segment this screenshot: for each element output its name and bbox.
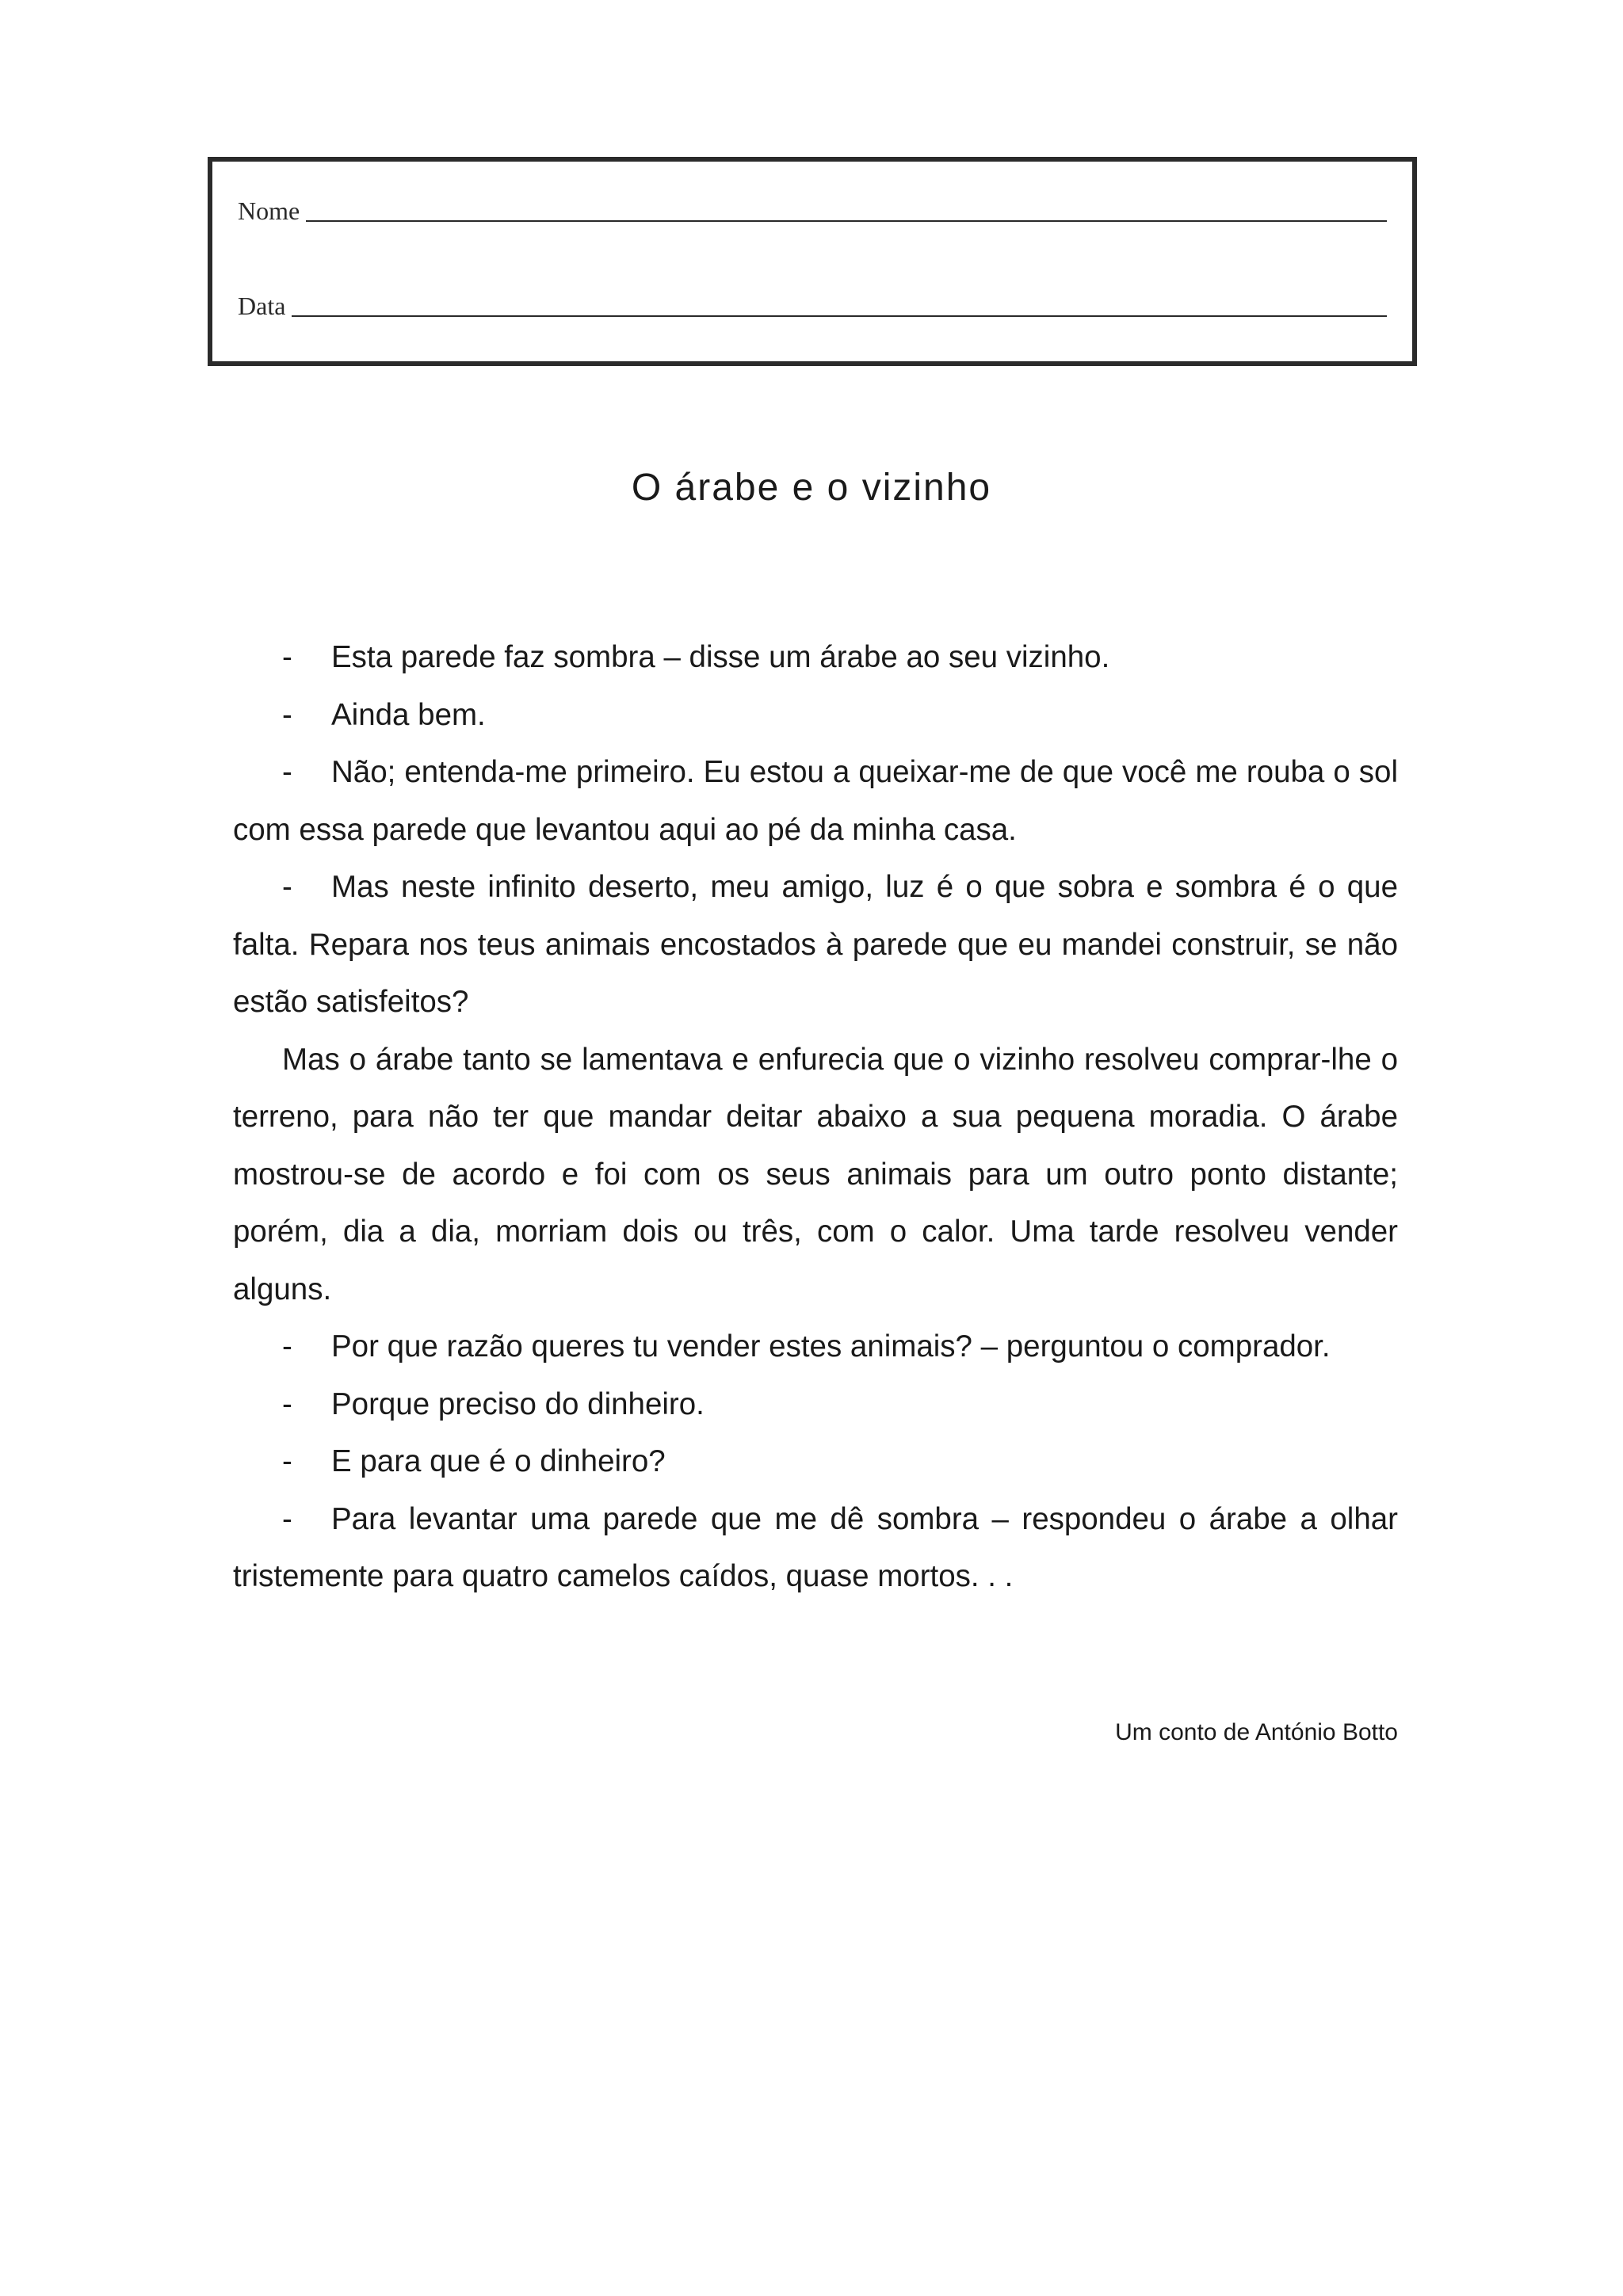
dialogue-dash: -: [282, 870, 292, 904]
name-label: Nome: [238, 196, 300, 225]
dialogue-dash: -: [282, 1329, 292, 1363]
paragraph-text: Mas o árabe tanto se lamentava e enfurecia que o vizinho resolveu comprar-lhe o terreno, para não ter que mandar deitar abaixo a sua pequena moradia. O árabe mostrou-se de acordo e foi com os seus animais para um outro ponto distante; porém, dia a dia, morriam dois ou três, com o calor. Uma tarde resolveu vender alguns.: [233, 1042, 1398, 1306]
name-input-line[interactable]: [306, 196, 1387, 222]
name-field-row: [238, 195, 1387, 227]
date-label: Data: [238, 292, 286, 320]
story-paragraph: [233, 859, 1398, 1032]
paragraph-text: Mas neste infinito deserto, meu amigo, luz é o que sobra e sombra é o que falta. Repara nos teus animais encostados à parede que eu mandei construir, se não estão satisfeitos?: [233, 870, 1398, 1019]
story-paragraph: [233, 687, 1398, 745]
student-info-box: [208, 157, 1417, 366]
paragraph-text: Porque preciso do dinheiro.: [331, 1386, 705, 1421]
author-credit: Um conto de António Botto: [1115, 1719, 1398, 1745]
paragraph-text: Não; entenda-me primeiro. Eu estou a queixar-me de que você me rouba o sol com essa parede que levantou aqui ao pé da minha casa.: [233, 755, 1398, 847]
paragraph-text: E para que é o dinheiro?: [331, 1444, 666, 1478]
dialogue-dash: -: [282, 697, 292, 732]
story-paragraph: [233, 629, 1398, 687]
story-paragraph: [233, 1032, 1398, 1319]
story-paragraph: [233, 744, 1398, 859]
date-input-line[interactable]: [292, 292, 1387, 317]
story-title: O árabe e o vizinho: [631, 467, 992, 509]
dialogue-dash: -: [282, 1444, 292, 1478]
story-paragraph: [233, 1433, 1398, 1491]
paragraph-text: Esta parede faz sombra – disse um árabe ao seu vizinho.: [331, 640, 1110, 674]
paragraph-text: Ainda bem.: [331, 697, 486, 732]
dialogue-dash: -: [282, 1386, 292, 1421]
dialogue-dash: -: [282, 755, 292, 789]
paragraph-text: Por que razão queres tu vender estes animais? – perguntou o comprador.: [331, 1329, 1331, 1363]
story-paragraph: [233, 1491, 1398, 1606]
story-paragraph: [233, 1318, 1398, 1376]
paragraph-text: Para levantar uma parede que me dê sombra – respondeu o árabe a olhar tristemente para quatro camelos caídos, quase mortos. . .: [233, 1501, 1398, 1593]
story-paragraph: [233, 1376, 1398, 1434]
date-field-row: [238, 290, 1387, 322]
dialogue-dash: -: [282, 1501, 292, 1536]
dialogue-dash: -: [282, 640, 292, 674]
story-body: [233, 629, 1398, 1606]
